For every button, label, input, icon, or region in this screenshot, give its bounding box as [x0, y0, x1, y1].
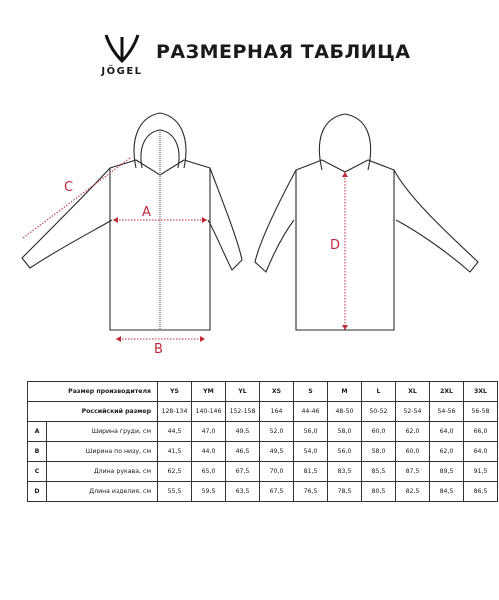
- back-left-sleeve: [255, 170, 296, 272]
- page-title: РАЗМЕРНАЯ ТАБЛИЦА: [156, 41, 411, 63]
- row-label-cell: Ширина по низу, см: [47, 442, 158, 462]
- jacket-diagram: [0, 105, 499, 365]
- ru-label-cell: Российский размер: [28, 402, 158, 422]
- size-header-cell: M: [328, 382, 362, 402]
- value-cell: 62,0: [396, 422, 430, 442]
- value-cell: 55,5: [158, 482, 192, 502]
- ru-size-cell: 140-146: [192, 402, 226, 422]
- value-cell: 62,5: [158, 462, 192, 482]
- table-row: [28, 462, 498, 482]
- value-cell: 60,0: [362, 422, 396, 442]
- ru-size-row: [28, 402, 498, 422]
- size-header-cell: XL: [396, 382, 430, 402]
- back-right-sleeve: [394, 170, 478, 272]
- value-cell: 56,0: [294, 422, 328, 442]
- size-header-cell: YM: [192, 382, 226, 402]
- measure-c-line: [23, 158, 130, 238]
- ru-size-cell: 128-134: [158, 402, 192, 422]
- value-cell: 86,5: [464, 482, 498, 502]
- value-cell: 52,0: [260, 422, 294, 442]
- ru-size-cell: 164: [260, 402, 294, 422]
- value-cell: 59,5: [192, 482, 226, 502]
- header-label-cell: Размер производителя: [28, 382, 158, 402]
- value-cell: 58,0: [362, 442, 396, 462]
- front-right-sleeve: [208, 168, 242, 270]
- value-cell: 83,5: [328, 462, 362, 482]
- value-cell: 56,0: [328, 442, 362, 462]
- value-cell: 64,0: [464, 442, 498, 462]
- value-cell: 58,0: [328, 422, 362, 442]
- value-cell: 63,5: [226, 482, 260, 502]
- value-cell: 84,5: [430, 482, 464, 502]
- table-row: [28, 482, 498, 502]
- ru-size-cell: 52-54: [396, 402, 430, 422]
- size-header-cell: XS: [260, 382, 294, 402]
- back-hood: [319, 114, 370, 170]
- measure-c-label: C: [64, 180, 74, 195]
- table-row: [28, 422, 498, 442]
- size-header-row: [28, 382, 498, 402]
- size-header-cell: YS: [158, 382, 192, 402]
- value-cell: 46,5: [226, 442, 260, 462]
- ru-size-cell: 48-50: [328, 402, 362, 422]
- row-label-cell: Длина изделия, см: [47, 482, 158, 502]
- size-header-cell: YL: [226, 382, 260, 402]
- size-header-cell: L: [362, 382, 396, 402]
- brand-logo: [92, 33, 152, 89]
- ru-size-cell: 56-58: [464, 402, 498, 422]
- row-key-cell: C: [28, 462, 47, 482]
- value-cell: 78,5: [328, 482, 362, 502]
- value-cell: 49,5: [226, 422, 260, 442]
- ru-size-cell: 50-52: [362, 402, 396, 422]
- measure-a-label: A: [142, 205, 151, 220]
- value-cell: 67,5: [226, 462, 260, 482]
- value-cell: 89,5: [430, 462, 464, 482]
- size-header-cell: 2XL: [430, 382, 464, 402]
- value-cell: 44,5: [158, 422, 192, 442]
- value-cell: 66,0: [464, 422, 498, 442]
- jogel-crown-logo-icon: [102, 33, 142, 65]
- value-cell: 81,5: [294, 462, 328, 482]
- measure-b-label: B: [154, 342, 163, 357]
- row-label-cell: Длина рукава, см: [47, 462, 158, 482]
- value-cell: 80,5: [362, 482, 396, 502]
- ru-size-cell: 44-46: [294, 402, 328, 422]
- value-cell: 44,0: [192, 442, 226, 462]
- value-cell: 70,0: [260, 462, 294, 482]
- value-cell: 49,5: [260, 442, 294, 462]
- value-cell: 65,0: [192, 462, 226, 482]
- size-header-cell: S: [294, 382, 328, 402]
- value-cell: 85,5: [362, 462, 396, 482]
- brand-name: JÖGEL: [101, 66, 143, 77]
- value-cell: 54,0: [294, 442, 328, 462]
- size-table: [27, 381, 498, 502]
- ru-size-cell: 152-158: [226, 402, 260, 422]
- value-cell: 87,5: [396, 462, 430, 482]
- size-header-cell: 3XL: [464, 382, 498, 402]
- row-key-cell: A: [28, 422, 47, 442]
- value-cell: 64,0: [430, 422, 464, 442]
- value-cell: 67,5: [260, 482, 294, 502]
- row-key-cell: D: [28, 482, 47, 502]
- value-cell: 47,0: [192, 422, 226, 442]
- value-cell: 41,5: [158, 442, 192, 462]
- value-cell: 62,0: [430, 442, 464, 462]
- row-label-cell: Ширина груди, см: [47, 422, 158, 442]
- measure-d-label: D: [330, 238, 341, 253]
- value-cell: 91,5: [464, 462, 498, 482]
- table-row: [28, 442, 498, 462]
- value-cell: 60,0: [396, 442, 430, 462]
- row-key-cell: B: [28, 442, 47, 462]
- value-cell: 82,5: [396, 482, 430, 502]
- value-cell: 76,5: [294, 482, 328, 502]
- ru-size-cell: 54-56: [430, 402, 464, 422]
